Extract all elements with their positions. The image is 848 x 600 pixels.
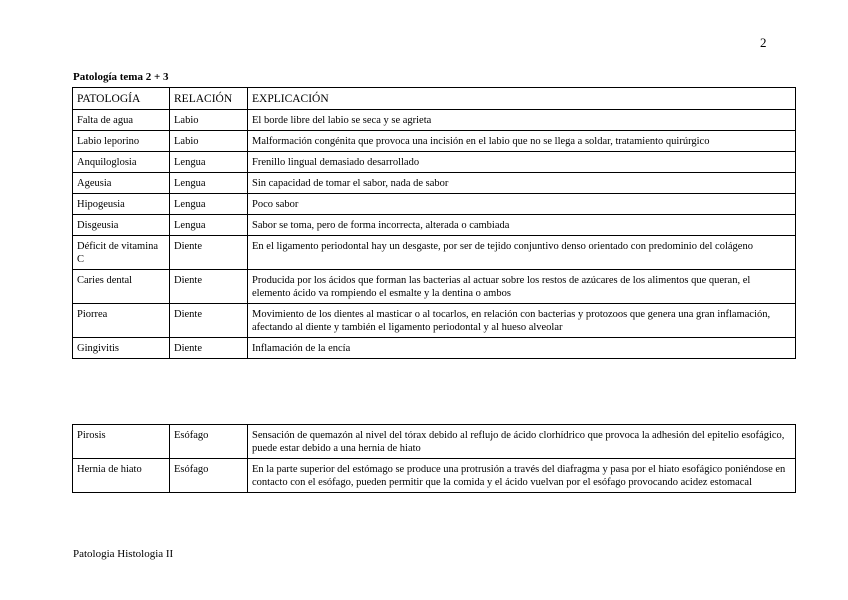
cell-explicacion: Malformación congénita que provoca una incisión en el labio que no se llega a soldar, tratamiento quirúrgico [248,131,796,152]
header-relacion: RELACIÓN [170,88,248,110]
cell-explicacion: En la parte superior del estómago se produce una protrusión a través del diafragma y pasa por el hiato esofágico poniéndose en contacto con el esófago, pueden permitir que la comida y el ácido vuelvan por el esófago provocando acidez estomacal [248,459,796,493]
cell-patologia: Falta de agua [73,110,170,131]
page-number: 2 [760,35,767,50]
cell-relacion: Lengua [170,215,248,236]
cell-patologia: Caries dental [73,270,170,304]
header-explicacion: EXPLICACIÓN [248,88,796,110]
table-row [73,338,796,359]
esophagus-table [72,424,796,493]
cell-patologia: Hipogeusia [73,194,170,215]
cell-explicacion: Frenillo lingual demasiado desarrollado [248,152,796,173]
table-row [73,304,796,338]
cell-explicacion: Inflamación de la encía [248,338,796,359]
table-row [73,131,796,152]
cell-explicacion: Sabor se toma, pero de forma incorrecta, alterada o cambiada [248,215,796,236]
cell-relacion: Lengua [170,173,248,194]
cell-relacion: Esófago [170,425,248,459]
cell-patologia: Déficit de vitamina C [73,236,170,270]
table-row [73,152,796,173]
cell-relacion: Diente [170,338,248,359]
table-row [73,425,796,459]
cell-relacion: Labio [170,131,248,152]
cell-patologia: Anquiloglosia [73,152,170,173]
cell-patologia: Disgeusia [73,215,170,236]
table-row [73,459,796,493]
cell-patologia: Gingivitis [73,338,170,359]
table-row [73,270,796,304]
page-footer: Patologia Histologia II [73,548,174,560]
cell-patologia: Ageusia [73,173,170,194]
cell-patologia: Piorrea [73,304,170,338]
cell-explicacion: Sensación de quemazón al nivel del tórax debido al reflujo de ácido clorhídrico que provoca la adhesión del epitelio esofágico, puede estar debido a una hernia de hiato [248,425,796,459]
cell-explicacion: Producida por los ácidos que forman las bacterias al actuar sobre los restos de azúcares de los alimentos que queran, el elemento ácido va rompiendo el esmalte y la dentina o ambos [248,270,796,304]
table-row [73,194,796,215]
cell-relacion: Diente [170,236,248,270]
table-row [73,236,796,270]
cell-relacion: Lengua [170,194,248,215]
pathology-table [72,87,796,359]
cell-relacion: Diente [170,270,248,304]
table-row [73,110,796,131]
cell-patologia: Labio leporino [73,131,170,152]
document-title: Patología tema 2 + 3 [73,71,169,83]
cell-explicacion: En el ligamento periodontal hay un desgaste, por ser de tejido conjuntivo denso orientado con predominio del colágeno [248,236,796,270]
header-patologia: PATOLOGÍA [73,88,170,110]
cell-patologia: Hernia de hiato [73,459,170,493]
cell-relacion: Esófago [170,459,248,493]
cell-relacion: Labio [170,110,248,131]
cell-patologia: Pirosis [73,425,170,459]
cell-explicacion: Sin capacidad de tomar el sabor, nada de sabor [248,173,796,194]
cell-relacion: Diente [170,304,248,338]
table-header-row [73,88,796,110]
cell-relacion: Lengua [170,152,248,173]
table-row [73,173,796,194]
table-row [73,215,796,236]
cell-explicacion: El borde libre del labio se seca y se agrieta [248,110,796,131]
cell-explicacion: Movimiento de los dientes al masticar o al tocarlos, en relación con bacterias y protozoos que genera una gran inflamación, afectando al diente y también el ligamento periodontal y al hueso alveolar [248,304,796,338]
cell-explicacion: Poco sabor [248,194,796,215]
